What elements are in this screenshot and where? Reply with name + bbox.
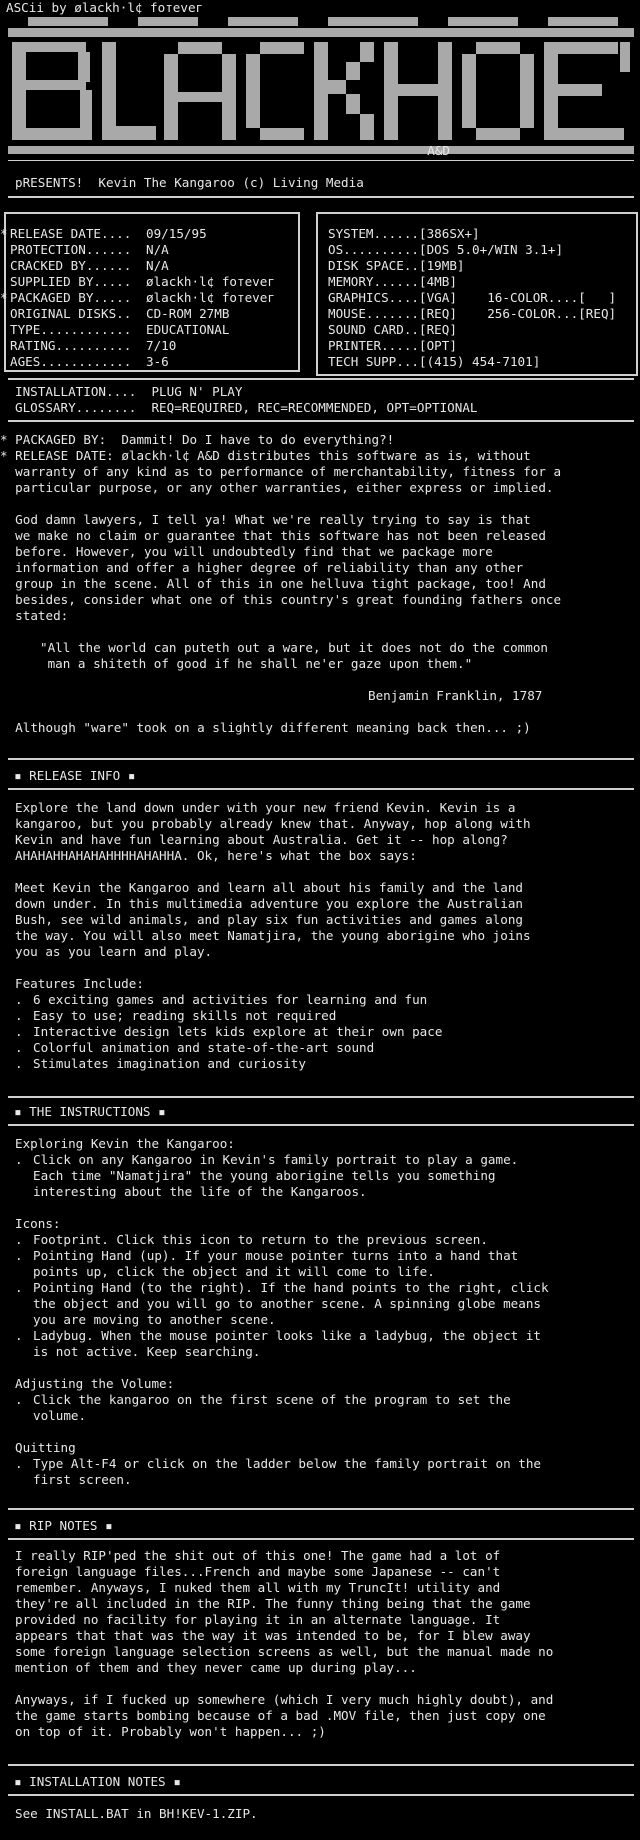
list-item-text: Colorful animation and state-of-the-art sound bbox=[33, 1040, 375, 1055]
release-info-list bbox=[0, 214, 298, 370]
divider bbox=[8, 1794, 634, 1796]
info-key: RELEASE DATE.... bbox=[10, 226, 132, 241]
info-row bbox=[10, 274, 298, 290]
info-key: ORIGINAL DISKS.. bbox=[10, 306, 132, 321]
divider bbox=[8, 196, 634, 198]
bullet-dot: . bbox=[15, 1008, 23, 1023]
requirement-row: OS..........[DOS 5.0+/WIN 3.1+] bbox=[328, 242, 564, 257]
divider bbox=[8, 1508, 634, 1510]
bullet-dot: . bbox=[15, 1248, 23, 1263]
info-key: RATING.......... bbox=[10, 338, 132, 353]
divider bbox=[8, 1538, 634, 1540]
icons-title: Icons: bbox=[15, 1216, 61, 1231]
exploring-list bbox=[15, 1152, 630, 1200]
list-item bbox=[15, 992, 630, 1008]
info-value: N/A bbox=[146, 242, 169, 257]
info-key: PACKAGED BY..... bbox=[10, 290, 132, 305]
features-title: Features Include: bbox=[15, 976, 144, 991]
list-item-text: Pointing Hand (to the right). If the hand points to the right, click the object and you will go to another scene. A spinning globe means you are moving to another scene. bbox=[33, 1280, 549, 1327]
info-row bbox=[10, 306, 298, 322]
requirement-row: GRAPHICS....[VGA] 16-COLOR....[ ] bbox=[328, 290, 617, 305]
disclaimer-release: * RELEASE DATE: ølackh·l¢ A&D distributes this software as is, without warranty of any kind as to performance of merchantability, fitness for a particular purpose, or any other warranties, either express or implied. bbox=[0, 448, 562, 495]
divider bbox=[8, 160, 634, 161]
list-item-text: Footprint. Click this icon to return to the previous screen. bbox=[33, 1232, 488, 1247]
install-line: INSTALLATION.... PLUG N' PLAY bbox=[15, 384, 243, 399]
divider bbox=[8, 420, 634, 422]
quit-title: Quitting bbox=[15, 1440, 76, 1455]
glossary-line: GLOSSARY........ REQ=REQUIRED, REC=RECOMMENDED, OPT=OPTIONAL bbox=[15, 400, 478, 415]
list-item bbox=[15, 1232, 630, 1248]
requirement-row: TECH SUPP...[(415) 454-7101] bbox=[328, 354, 541, 369]
list-item bbox=[15, 1152, 630, 1200]
list-item-text: Pointing Hand (up). If your mouse pointer turns into a hand that points up, click the object and it will come to life. bbox=[33, 1248, 519, 1279]
franklin-quote: "All the world can puteth out a ware, but it does not do the common man a shiteth of good if he shall ne'er gaze upon them." bbox=[40, 640, 548, 671]
requirement-row: SYSTEM......[386SX+] bbox=[328, 226, 480, 241]
presents-line: pRESENTS! Kevin The Kangaroo (c) Living Media bbox=[15, 175, 364, 190]
bullet-dot: . bbox=[15, 1392, 23, 1407]
list-item bbox=[15, 1056, 630, 1072]
rip-notes-p1: I really RIP'ped the shit out of this one! The game had a lot of foreign language files...French and maybe some Japanese -- can't remember. Anyways, I nuked them all with my TruncIt! utility and they're all included in the RIP. The funny thing being that the game provided no facility for playing it in an alternate language. It appears that that was the way it was intended to be, for I blew away some foreign language selection screens as well, but the manual made no mention of them and they never came up during play... bbox=[15, 1548, 554, 1675]
info-value: 09/15/95 bbox=[146, 226, 207, 241]
info-row bbox=[0, 226, 298, 242]
info-row bbox=[10, 338, 298, 354]
info-value: 7/10 bbox=[146, 338, 177, 353]
bullet-dot: . bbox=[15, 1056, 23, 1071]
rip-notes-p2: Anyways, if I fucked up somewhere (which I very much highly doubt), and the game starts bombing because of a bad .MOV file, then just copy one on top of it. Probably won't happen... ;) bbox=[15, 1692, 554, 1739]
bullet-dot: . bbox=[15, 1280, 23, 1295]
divider bbox=[8, 758, 634, 760]
disclaimer-packaged: * PACKAGED BY: Dammit! Do I have to do everything?! bbox=[0, 432, 395, 447]
divider bbox=[8, 1124, 634, 1126]
requirement-row: MEMORY......[4MB] bbox=[328, 274, 457, 289]
list-item-text: 6 exciting games and activities for learning and fun bbox=[33, 992, 428, 1007]
requirement-row: DISK SPACE..[19MB] bbox=[328, 258, 465, 273]
list-item bbox=[15, 1392, 630, 1424]
info-row bbox=[10, 258, 298, 274]
bullet-dot: . bbox=[15, 1328, 23, 1343]
divider bbox=[8, 378, 634, 380]
quit-list bbox=[15, 1456, 630, 1488]
release-info-box bbox=[0, 212, 300, 372]
divider bbox=[8, 788, 634, 790]
section-title-rip-notes: ▪ RIP NOTES ▪ bbox=[14, 1518, 113, 1533]
info-value: ølackh·l¢ foтeveг bbox=[146, 290, 275, 305]
info-key: SUPPLIED BY..... bbox=[10, 274, 132, 289]
list-item-text: Ladybug. When the mouse pointer looks like a ladybug, the object it is not active. Keep searching. bbox=[33, 1328, 541, 1359]
release-info-intro: Explore the land down under with your new friend Kevin. Kevin is a kangaroo, but you probably already knew that. Anyway, hop along with Kevin and have fun learning about Australia. Get it -- hop along? AHAHAHHAHAHAHHHHAHAHHA. Ok, here's what the box says: bbox=[15, 800, 531, 863]
ascii-credit: ASCii by ølackh·l¢ foтeveг bbox=[6, 0, 204, 15]
info-value: CD-ROM 27MB bbox=[146, 306, 230, 321]
list-item-text: Click on any Kangaroo in Kevin's family portrait to play a game. Each time "Namatjira" the young aborigine tells you something interesting about the life of the Kangaroos. bbox=[33, 1152, 519, 1199]
system-requirements-box bbox=[316, 212, 638, 376]
list-item-text: Easy to use; reading skills not required bbox=[33, 1008, 337, 1023]
section-title-release-info: ▪ RELEASE INFO ▪ bbox=[14, 768, 136, 783]
list-item bbox=[15, 1024, 630, 1040]
list-item bbox=[15, 1280, 630, 1328]
requirement-row: SOUND CARD..[REQ] bbox=[328, 322, 457, 337]
bullet-dot: . bbox=[15, 1040, 23, 1055]
list-item-text: Click the kangaroo on the first scene of the program to set the volume. bbox=[33, 1392, 511, 1423]
volume-list bbox=[15, 1392, 630, 1424]
list-item bbox=[15, 1248, 630, 1280]
info-key: TYPE............ bbox=[10, 322, 132, 337]
info-value: N/A bbox=[146, 258, 169, 273]
requirement-row: MOUSE.......[REQ] 256-COLOR...[REQ] bbox=[328, 306, 617, 321]
list-item bbox=[15, 1328, 630, 1360]
list-item bbox=[15, 1008, 630, 1024]
icons-list bbox=[15, 1232, 630, 1360]
info-key: AGES............ bbox=[10, 354, 132, 369]
quote-attribution: Benjamin Franklin, 1787 bbox=[368, 688, 543, 703]
star-marker: * bbox=[0, 226, 8, 241]
list-item bbox=[15, 1456, 630, 1488]
blackhole-logo bbox=[8, 14, 634, 162]
installation-notes-text: See INSTALL.BAT in BH!KEV-1.ZIP. bbox=[15, 1806, 258, 1821]
disclaimer-lawyers: God damn lawyers, I tell ya! What we're really trying to say is that we make no claim or guarantee that this software has not been released before. However, you will undoubtedly find that we package more information and offer a higher degree of reliability than any other group in the scene. All of this in one helluva tight package, too! And besides, consider what one of this country's great founding fathers once stated: bbox=[15, 512, 562, 623]
exploring-title: Exploring Kevin the Kangaroo: bbox=[15, 1136, 235, 1151]
info-row bbox=[0, 290, 298, 306]
divider bbox=[8, 1764, 634, 1766]
star-marker: * bbox=[0, 290, 8, 305]
info-key: CRACKED BY...... bbox=[10, 258, 132, 273]
divider bbox=[8, 1096, 634, 1098]
info-value: ølackh·l¢ foтeveг bbox=[146, 274, 275, 289]
info-key: PROTECTION...... bbox=[10, 242, 132, 257]
bullet-dot: . bbox=[15, 1152, 23, 1167]
section-title-instructions: ▪ THE INSTRUCTIONS ▪ bbox=[14, 1104, 166, 1119]
list-item bbox=[15, 1040, 630, 1056]
info-value: EDUCATIONAL bbox=[146, 322, 230, 337]
system-requirements-list bbox=[318, 214, 636, 370]
section-title-installation-notes: ▪ INSTALLATION NOTES ▪ bbox=[14, 1774, 181, 1789]
list-item-text: Type Alt-F4 or click on the ladder below the family portrait on the first screen. bbox=[33, 1456, 541, 1487]
list-item-text: Stimulates imagination and curiosity bbox=[33, 1056, 306, 1071]
release-info-box-text: Meet Kevin the Kangaroo and learn all about his family and the land down under. In this multimedia adventure you explore the Australian Bush, see wild animals, and play six fun activities and games along the way. You will also meet Namatjira, the young aborigine who joins you as you learn and play. bbox=[15, 880, 531, 959]
info-row bbox=[10, 242, 298, 258]
bullet-dot: . bbox=[15, 1024, 23, 1039]
bullet-dot: . bbox=[15, 992, 23, 1007]
disclaimer-closing: Although "ware" took on a slightly different meaning back then... ;) bbox=[0, 720, 531, 735]
bullet-dot: . bbox=[15, 1456, 23, 1471]
list-item-text: Interactive design lets kids explore at their own pace bbox=[33, 1024, 443, 1039]
requirement-row: PRINTER.....[OPT] bbox=[328, 338, 457, 353]
info-value: 3-6 bbox=[146, 354, 169, 369]
volume-title: Adjusting the Volume: bbox=[15, 1376, 175, 1391]
features-list bbox=[15, 992, 630, 1072]
info-row bbox=[10, 322, 298, 338]
ad-tag: A&D bbox=[427, 143, 450, 158]
info-row bbox=[10, 354, 298, 370]
bullet-dot: . bbox=[15, 1232, 23, 1247]
